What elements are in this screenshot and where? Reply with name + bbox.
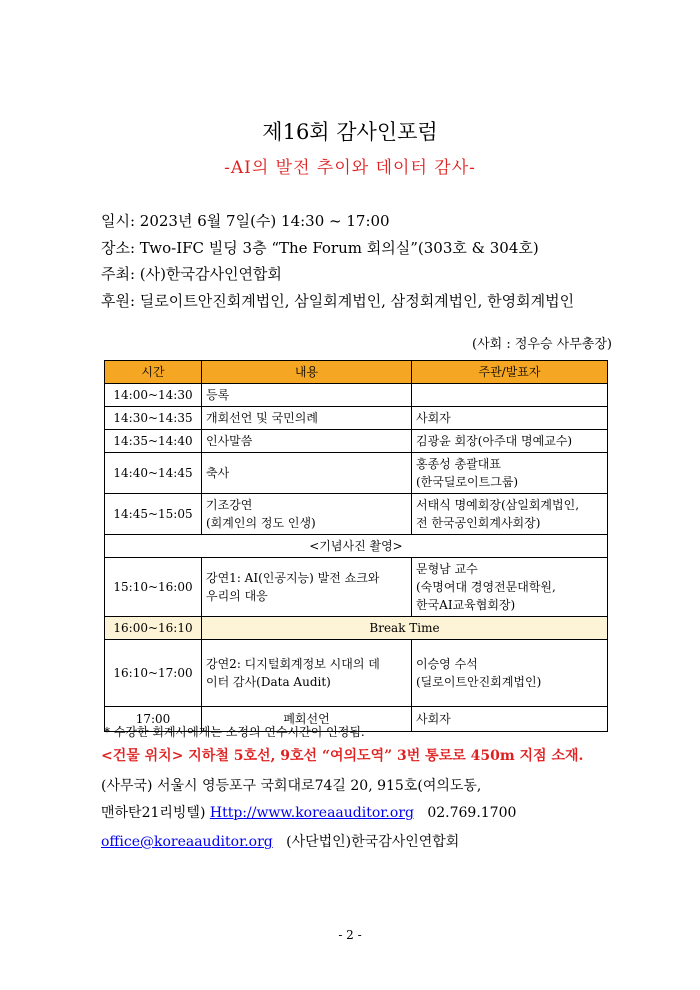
content-line: 기조강연 [206, 498, 253, 512]
row-speaker [412, 640, 608, 707]
office-address-line2 [101, 802, 516, 822]
row-content: 인사말씀 [202, 430, 412, 453]
row-content [202, 494, 412, 535]
row-time: 14:30~14:35 [105, 407, 202, 430]
table-row-photo [105, 535, 608, 558]
info-place: 장소: Two-IFC 빌딩 3층 “The Forum 회의실”(303호 & 304호) [101, 239, 539, 257]
speaker-line: 이승영 수석 [416, 657, 478, 671]
row-content [202, 640, 412, 707]
office-address-line1: (사무국) 서울시 영등포구 국회대로74길 20, 915호(여의도동, [101, 778, 482, 794]
header-speaker: 주관/발표자 [412, 361, 608, 384]
row-content: 폐회선언 [202, 707, 412, 732]
table-row [105, 494, 608, 535]
header-time: 시간 [105, 361, 202, 384]
office-address-building: 맨하탄21리빙텔) [101, 805, 206, 821]
credit-note: * 수강한 회계사에게는 소정의 연수시간이 인정됨. [104, 725, 365, 739]
row-time: 14:00~14:30 [105, 384, 202, 407]
row-speaker [412, 453, 608, 494]
table-row [105, 407, 608, 430]
speaker-line: 전 한국공인회계사회장) [416, 516, 541, 530]
info-host: 주최: (사)한국감사인연합회 [101, 265, 282, 283]
email-link[interactable]: office@koreaauditor.org [101, 834, 273, 850]
row-time: 14:35~14:40 [105, 430, 202, 453]
row-speaker [412, 494, 608, 535]
building-location: <건물 위치> 지하철 5호선, 9호선 “여의도역” 3번 통로로 450m 지점 소재. [101, 748, 584, 764]
row-time: 14:45~15:05 [105, 494, 202, 535]
organization-name: (사단법인)한국감사인연합회 [286, 834, 460, 850]
row-time: 14:40~14:45 [105, 453, 202, 494]
speaker-line: 서태식 명예회장(삼일회계법인, [416, 498, 580, 512]
speaker-line: (숙명여대 경영전문대학원, [416, 580, 556, 594]
row-content: 개회선언 및 국민의례 [202, 407, 412, 430]
document-title: 제16회 감사인포럼 [262, 120, 438, 144]
content-line: 이터 감사(Data Audit) [206, 675, 331, 689]
row-content [202, 558, 412, 617]
row-speaker: 김광윤 회장(아주대 명예교수) [412, 430, 608, 453]
table-row [105, 453, 608, 494]
table-row [105, 640, 608, 707]
header-content: 내용 [202, 361, 412, 384]
document-subtitle: -AI의 발전 추이와 데이터 감사- [224, 158, 476, 178]
content-line: 우리의 대응 [206, 589, 268, 603]
table-row [105, 384, 608, 407]
moderator-note: (사회 : 정우승 사무총장) [472, 337, 612, 352]
table-row [105, 430, 608, 453]
row-time: 16:00~16:10 [105, 617, 202, 640]
row-speaker: 사회자 [412, 707, 608, 732]
schedule-table [104, 360, 608, 732]
speaker-line: 홍종성 총괄대표 [416, 457, 501, 471]
table-row-break [105, 617, 608, 640]
row-time: 15:10~16:00 [105, 558, 202, 617]
info-sponsor: 후원: 딜로이트안진회계법인, 삼일회계법인, 삼정회계법인, 한영회계법인 [101, 292, 575, 310]
content-line: 강연1: AI(인공지능) 발전 쇼크와 [206, 571, 380, 585]
content-line: (회계인의 정도 인생) [206, 516, 316, 530]
table-row [105, 558, 608, 617]
office-contact-line [101, 831, 459, 851]
speaker-line: 문형남 교수 [416, 562, 478, 576]
table-header-row [105, 361, 608, 384]
break-label: Break Time [202, 617, 608, 640]
row-speaker [412, 384, 608, 407]
row-content: 등록 [202, 384, 412, 407]
office-phone: 02.769.1700 [427, 805, 517, 821]
row-time: 16:10~17:00 [105, 640, 202, 707]
page-number: - 2 - [338, 928, 362, 942]
speaker-line: (한국딜로이트그룹) [416, 475, 519, 489]
row-content: 축사 [202, 453, 412, 494]
photo-banner: <기념사진 촬영> [105, 535, 608, 558]
speaker-line: 한국AI교육협회장) [416, 598, 516, 612]
row-time: 17:00 [105, 707, 202, 732]
website-link[interactable]: Http://www.koreaauditor.org [209, 805, 414, 821]
content-line: 강연2: 디지털회계정보 시대의 데 [206, 657, 380, 671]
info-date: 일시: 2023년 6월 7일(수) 14:30 ~ 17:00 [101, 212, 390, 230]
row-speaker: 사회자 [412, 407, 608, 430]
speaker-line: (딜로이트안진회계법인) [416, 675, 542, 689]
row-speaker [412, 558, 608, 617]
